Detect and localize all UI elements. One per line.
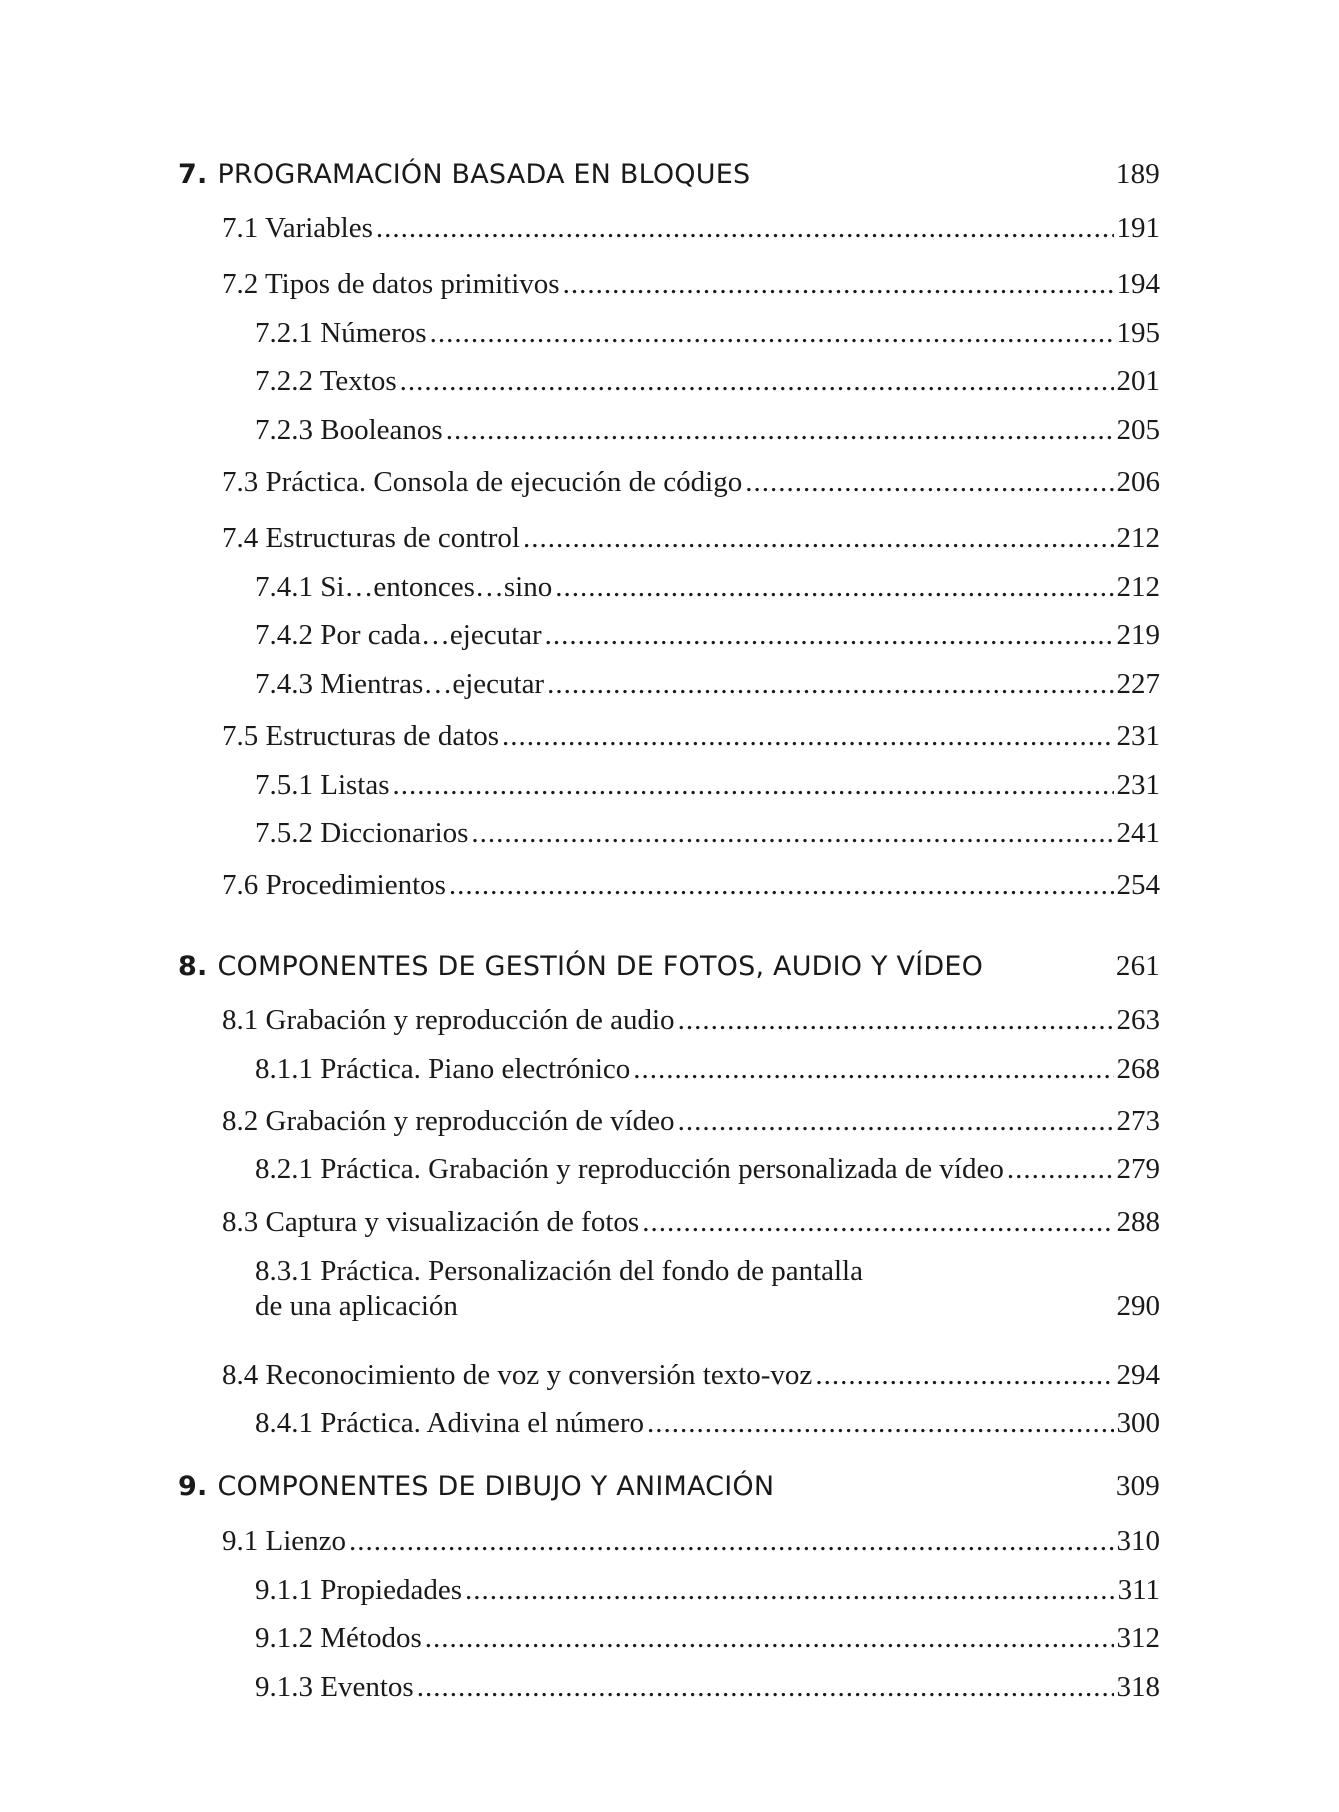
toc-entry xyxy=(255,1407,1160,1440)
toc-entry-page: 288 xyxy=(1116,1206,1160,1238)
toc-entry xyxy=(255,1053,1160,1086)
toc-entry-text: 8.2.1 Práctica. Grabación y reproducción personalizada de vídeo xyxy=(255,1153,1004,1185)
toc-entry-text: 7.3 Práctica. Consola de ejecución de código xyxy=(222,466,743,498)
toc-entry-page: 268 xyxy=(1116,1053,1160,1085)
toc-entry-page: 231 xyxy=(1116,769,1160,801)
toc-entry-page: 254 xyxy=(1116,869,1160,901)
chapter-title: COMPONENTES DE DIBUJO Y ANIMACIÓN xyxy=(217,1471,775,1502)
chapter-number: 8. xyxy=(178,951,208,982)
toc-entry-text: 8.1.1 Práctica. Piano electrónico xyxy=(255,1053,631,1085)
dot-leader xyxy=(555,571,1113,604)
toc-entry xyxy=(222,1525,1160,1558)
dot-leader xyxy=(563,268,1114,301)
toc-entry-page: 231 xyxy=(1116,720,1160,752)
dot-leader xyxy=(430,317,1114,350)
toc-entry xyxy=(255,571,1160,604)
toc-entry xyxy=(222,522,1160,555)
dot-leader xyxy=(376,212,1114,245)
dot-leader xyxy=(547,668,1113,701)
toc-entry-text: 7.2.1 Números xyxy=(255,317,427,349)
toc-entry-page: 312 xyxy=(1116,1622,1160,1654)
toc-entry xyxy=(255,1574,1160,1607)
toc-entry-page: 279 xyxy=(1116,1153,1160,1185)
toc-entry-text: 7.2 Tipos de datos primitivos xyxy=(222,268,560,300)
toc-entry xyxy=(222,212,1160,245)
toc-entry xyxy=(255,1622,1160,1655)
toc-entry-text: 7.4 Estructuras de control xyxy=(222,522,520,554)
toc-entry-page: 290 xyxy=(1116,1290,1160,1322)
toc-entry-text: 9.1.1 Propiedades xyxy=(255,1574,462,1606)
toc-entry-text: 7.2.3 Booleanos xyxy=(255,414,443,446)
dot-leader xyxy=(400,365,1114,398)
dot-leader xyxy=(633,1053,1113,1086)
toc-entry-page: 205 xyxy=(1116,414,1160,446)
toc-entry-page: 201 xyxy=(1116,365,1160,397)
toc-entry-page: 310 xyxy=(1116,1525,1160,1557)
toc-entry-text: 8.3.1 Práctica. Personalización del fondo de pantalla xyxy=(255,1255,863,1287)
toc-entry-text: 7.5.2 Diccionarios xyxy=(255,817,469,849)
toc-entry-page: 219 xyxy=(1116,619,1160,651)
toc-entry-page: 227 xyxy=(1116,668,1160,700)
dot-leader xyxy=(1007,1153,1114,1186)
toc-entry-page: 212 xyxy=(1116,522,1160,554)
toc-entry xyxy=(255,1255,1160,1323)
toc-entry-text: 7.5 Estructuras de datos xyxy=(222,720,500,752)
dot-leader xyxy=(647,1407,1114,1440)
toc-entry-continuation xyxy=(255,1290,1160,1323)
chapter-page: 189 xyxy=(1115,158,1160,190)
dot-leader xyxy=(678,1004,1114,1037)
toc-entry-page: 300 xyxy=(1116,1407,1160,1439)
toc-entry-text: 7.2.2 Textos xyxy=(255,365,397,397)
toc-entry-page: 194 xyxy=(1116,268,1160,300)
dot-leader xyxy=(349,1525,1113,1558)
dot-leader xyxy=(446,414,1114,447)
toc-entry-text: 8.2 Grabación y reproducción de vídeo xyxy=(222,1105,675,1137)
toc-entry-text: 7.4.1 Si…entonces…sino xyxy=(255,571,553,603)
dot-leader xyxy=(642,1206,1113,1239)
toc-entry-page: 318 xyxy=(1116,1671,1160,1703)
toc-entry xyxy=(222,1206,1160,1239)
toc-entry xyxy=(255,769,1160,802)
toc-entry xyxy=(255,1671,1160,1704)
toc-entry-text: 7.1 Variables xyxy=(222,212,373,244)
toc-entry xyxy=(255,317,1160,350)
chapter-number: 9. xyxy=(178,1471,208,1502)
chapter-heading xyxy=(178,158,1160,191)
toc-entry xyxy=(255,619,1160,652)
toc-entry-text: 8.3 Captura y visualización de fotos xyxy=(222,1206,640,1238)
toc-entry-page: 206 xyxy=(1116,466,1160,498)
toc-entry-text: 8.4 Reconocimiento de voz y conversión texto-voz xyxy=(222,1359,813,1391)
toc-entry-page: 263 xyxy=(1116,1004,1160,1036)
toc-entry xyxy=(222,720,1160,753)
toc-entry xyxy=(222,268,1160,301)
toc-entry xyxy=(255,817,1160,850)
toc-entry-text-line2: de una aplicación xyxy=(255,1290,458,1322)
chapter-title: PROGRAMACIÓN BASADA EN BLOQUES xyxy=(217,159,751,190)
toc-entry-page: 212 xyxy=(1116,571,1160,603)
toc-entry xyxy=(255,414,1160,447)
toc-entry-text: 8.1 Grabación y reproducción de audio xyxy=(222,1004,675,1036)
dot-leader xyxy=(678,1105,1114,1138)
dot-leader xyxy=(745,466,1113,499)
chapter-title: COMPONENTES DE GESTIÓN DE FOTOS, AUDIO Y VÍDEO xyxy=(217,951,984,982)
chapter-heading xyxy=(178,1470,1160,1503)
chapter-page: 261 xyxy=(1115,950,1160,982)
dot-leader xyxy=(502,720,1113,753)
toc-entry xyxy=(222,466,1160,499)
dot-leader xyxy=(465,1574,1115,1607)
toc-entry-text: 8.4.1 Práctica. Adivina el número xyxy=(255,1407,644,1439)
toc-entry-page: 195 xyxy=(1116,317,1160,349)
toc-entry-page: 273 xyxy=(1116,1105,1160,1137)
dot-leader xyxy=(545,619,1114,652)
toc-entry-text: 7.6 Procedimientos xyxy=(222,869,446,901)
toc-entry xyxy=(255,668,1160,701)
toc-entry xyxy=(255,365,1160,398)
toc-entry-text: 9.1.3 Eventos xyxy=(255,1671,414,1703)
toc-entry xyxy=(255,1153,1160,1186)
toc-entry-text: 7.5.1 Listas xyxy=(255,769,390,801)
toc-entry-text: 7.4.2 Por cada…ejecutar xyxy=(255,619,542,651)
toc-entry xyxy=(222,1004,1160,1037)
toc-entry-page: 294 xyxy=(1116,1359,1160,1391)
chapter-number: 7. xyxy=(178,159,208,190)
toc-entry xyxy=(222,1105,1160,1138)
dot-leader xyxy=(449,869,1114,902)
toc-entry-text: 9.1 Lienzo xyxy=(222,1525,347,1557)
toc-entry-page: 241 xyxy=(1116,817,1160,849)
dot-leader xyxy=(393,769,1114,802)
toc-entry xyxy=(222,869,1160,902)
dot-leader xyxy=(815,1359,1113,1392)
chapter-heading xyxy=(178,950,1160,983)
dot-leader xyxy=(523,522,1114,555)
toc-entry-page: 191 xyxy=(1116,212,1160,244)
dot-leader xyxy=(417,1671,1114,1704)
toc-entry-page: 311 xyxy=(1117,1574,1160,1606)
toc-entry-text: 7.4.3 Mientras…ejecutar xyxy=(255,668,545,700)
dot-leader xyxy=(425,1622,1114,1655)
toc-entry xyxy=(222,1359,1160,1392)
chapter-page: 309 xyxy=(1115,1470,1160,1502)
toc-entry-text: 9.1.2 Métodos xyxy=(255,1622,422,1654)
dot-leader xyxy=(471,817,1113,850)
